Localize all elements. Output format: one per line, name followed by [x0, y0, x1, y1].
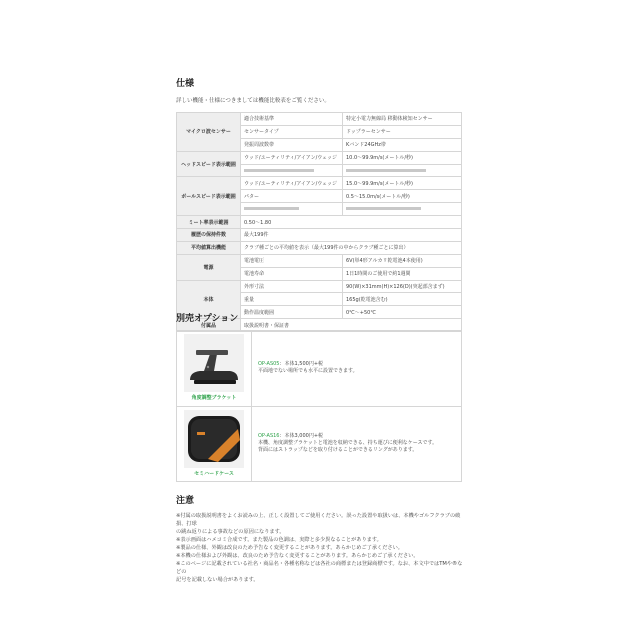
spec-table — [176, 112, 462, 332]
notes-heading: 注意 — [176, 496, 195, 506]
option-price: ：本体3,000円+税 — [279, 433, 324, 440]
spec-value: クラブ種ごとの平均値を表示（最大199件の中からクラブ種ごとに算出） — [241, 241, 462, 254]
option-desc-line: 平面地でない場所でも水平に設置できます。 — [258, 368, 358, 375]
spec-value: 特定小電力無線局 移動体検知センサー — [343, 113, 462, 126]
option-image-cell — [177, 331, 252, 407]
spec-label-head-speed: ヘッドスピード表示範囲 — [177, 151, 241, 177]
spec-value: 15.0〜99.9m/s(メートル/秒) — [343, 177, 462, 190]
notes-body — [176, 512, 466, 584]
note-line: 記号を記載しない場合があります。 — [176, 577, 259, 583]
option-price: ：本体1,500円+税 — [279, 361, 324, 368]
case-icon — [184, 410, 244, 468]
spec-value: 0.50〜1.80 — [241, 216, 462, 229]
spec-sub: 動作温度範囲 — [241, 306, 343, 319]
spec-sub: センサータイプ — [241, 125, 343, 138]
spec-sub: 適合技術基準 — [241, 113, 343, 126]
spec-sub: 重量 — [241, 293, 343, 306]
spec-sub-unreadable — [241, 164, 343, 177]
spec-value: 最大199件 — [241, 229, 462, 242]
note-line: ※製品の仕様、外観は改良のため予告なく変更することがあります。あらかじめご了承ください。 — [176, 545, 403, 551]
spec-label-average: 平均値算出機能 — [177, 241, 241, 254]
note-line: ※表示画面はハメコミ合成です。また製品の色調は、実際と多少異なることがあります。 — [176, 537, 382, 543]
bracket-icon — [184, 334, 244, 392]
bracket-product-image — [184, 334, 244, 392]
options-heading: 別売オプション — [176, 314, 239, 324]
spec-value: 6V(単4形アルカリ乾電池4本使用) — [343, 254, 462, 267]
note-line: の跳ね返りによる事故などの原因になります。 — [176, 529, 285, 535]
spec-label-power: 電源 — [177, 254, 241, 280]
option-description — [252, 331, 462, 407]
spec-value-unreadable — [343, 164, 462, 177]
note-line: ※このページに記載されている社名・商品名・各種名称などは各社の商標または登録商標です。なお、本文中ではTMや®などの — [176, 561, 463, 575]
spec-heading: 仕様 — [176, 79, 195, 89]
spec-value: 0.5〜15.0m/s(メートル/秒) — [343, 190, 462, 203]
spec-value-unreadable — [343, 203, 462, 216]
spec-label-sensor: マイクロ波センサー — [177, 113, 241, 152]
spec-label-history: 履歴の保持件数 — [177, 229, 241, 242]
option-caption: セミハードケース — [194, 470, 234, 477]
spec-value: 取扱説明書・保証書 — [241, 319, 462, 332]
case-product-image — [184, 410, 244, 468]
spec-value: Kバンド24GHz帯 — [343, 138, 462, 151]
option-desc-line: 背面にはストラップなどを取り付けることができるリングがあります。 — [258, 447, 418, 454]
spec-label-meet: ミート率表示範囲 — [177, 216, 241, 229]
spec-intro: 詳しい機能・仕様につきましては機能比較表をご覧ください。 — [176, 98, 330, 104]
spec-sub: パター — [241, 190, 343, 203]
spec-sub: ウッド/ユーティリティ/アイアン/ウェッジ — [241, 151, 343, 164]
option-caption: 角度調整ブラケット — [191, 395, 237, 402]
spec-value: 165g(乾電池含む) — [343, 293, 462, 306]
option-code: OP-AS16 — [258, 433, 280, 440]
note-line: ※付属の取扱説明書をよくお読みの上、正しく設置してご使用ください。誤った設置や取扱いは、本機やゴルフクラブの破損、打球 — [176, 513, 461, 527]
spec-value: 90(W)×31mm(H)×126(D)(突起部含まず) — [343, 280, 462, 293]
spec-label-accessories: 付属品 — [177, 319, 241, 332]
option-code: OP-AS05 — [258, 361, 280, 368]
spec-sub: 発振周波数帯 — [241, 138, 343, 151]
spec-sub-unreadable — [241, 203, 343, 216]
spec-label-ball-speed: ボールスピード表示範囲 — [177, 177, 241, 216]
option-desc-line: 本機、角度調整ブラケットと電池を収納できる、持ち運びに便利なケースです。 — [258, 440, 438, 447]
note-line: ※本機の仕様および外観は、改良のため予告なく変更することがあります。あらかじめご了承ください。 — [176, 553, 419, 559]
option-image-cell — [177, 406, 252, 482]
spec-value: ドップラーセンサー — [343, 125, 462, 138]
spec-value: 1日1時間のご使用で約1週間 — [343, 267, 462, 280]
spec-sub: 電池電圧 — [241, 254, 343, 267]
spec-label-body: 本体 — [177, 280, 241, 319]
option-description — [252, 406, 462, 482]
spec-value: 0℃〜+50℃ — [343, 306, 462, 319]
spec-sub: ウッド/ユーティリティ/アイアン/ウェッジ — [241, 177, 343, 190]
spec-sub: 外形寸法 — [241, 280, 343, 293]
spec-value: 10.0〜99.9m/s(メートル/秒) — [343, 151, 462, 164]
options-table — [176, 330, 462, 482]
spec-sub: 電池寿命 — [241, 267, 343, 280]
